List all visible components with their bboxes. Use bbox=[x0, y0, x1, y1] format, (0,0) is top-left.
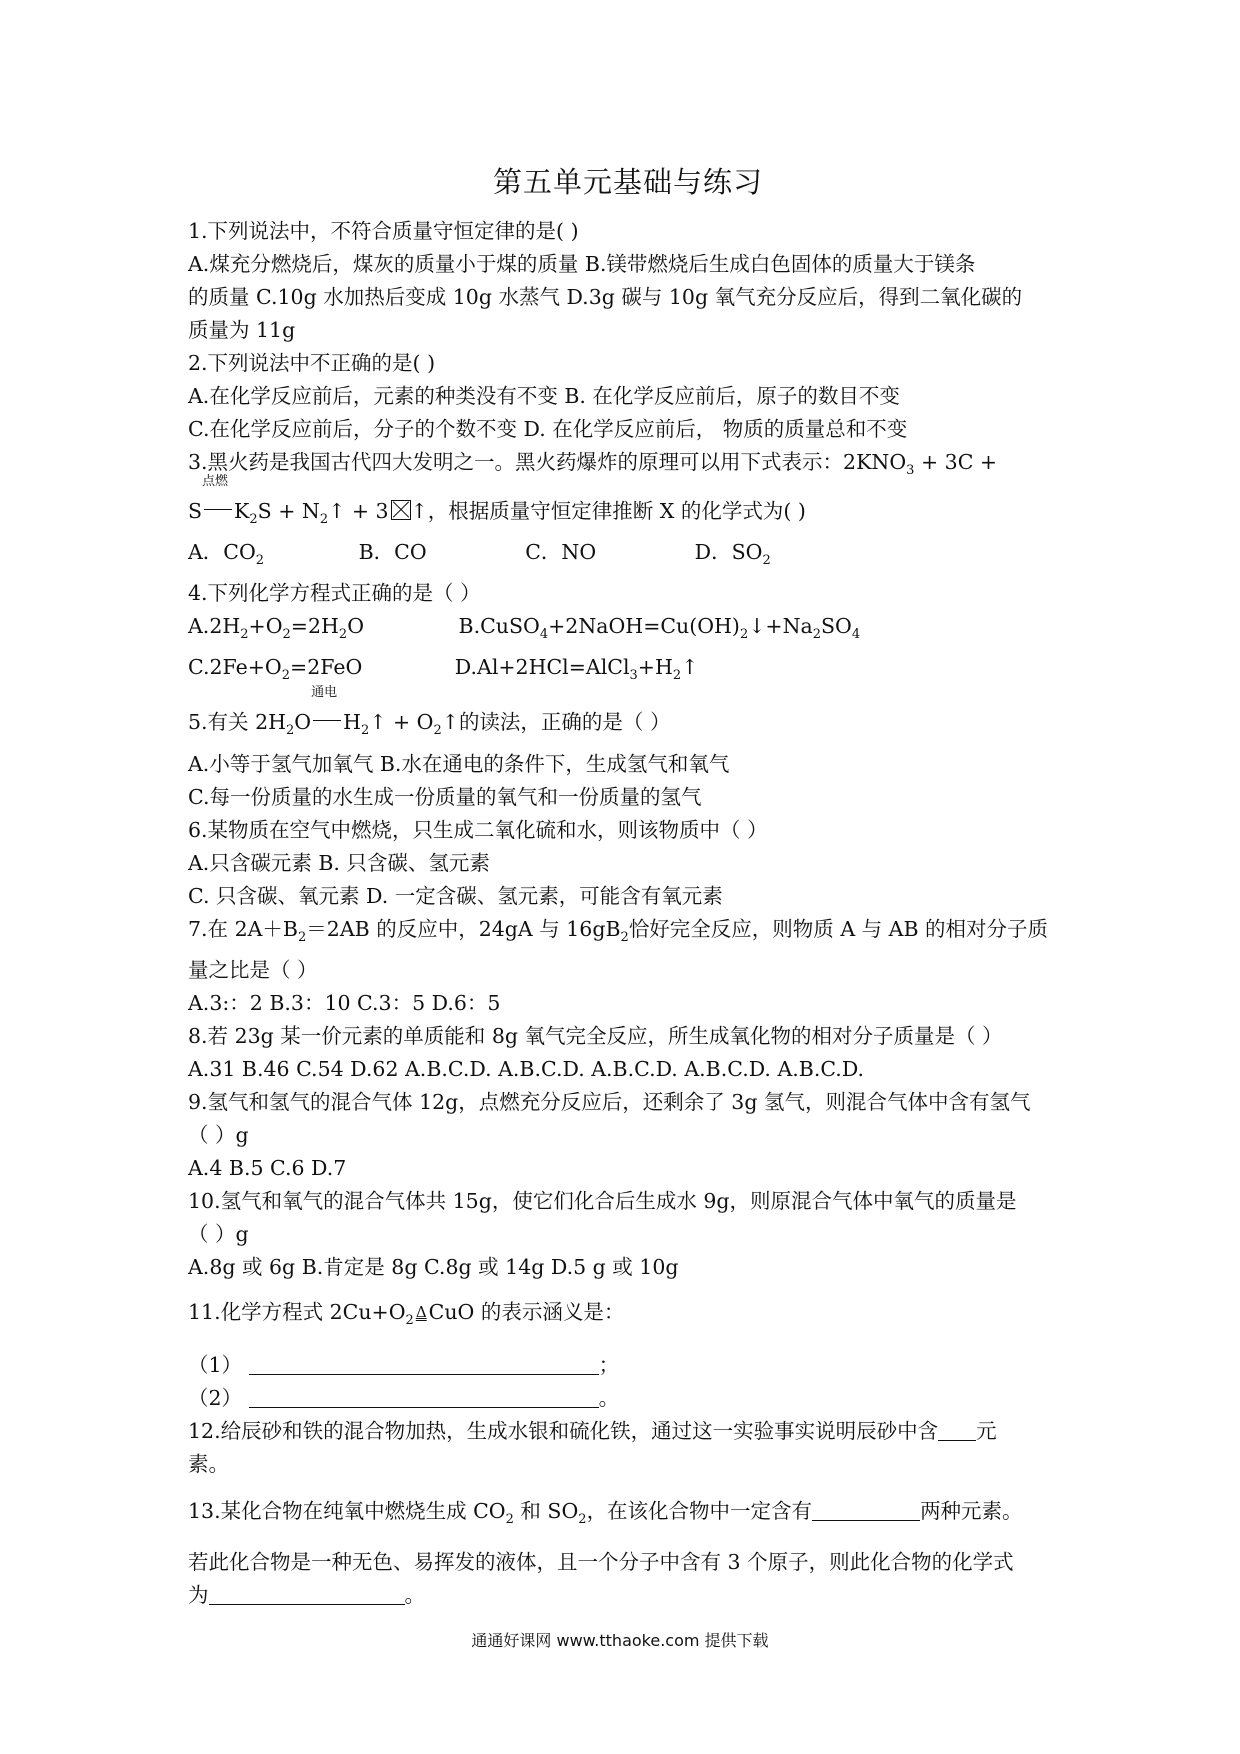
q3-stem-text: 3.黑火药是我国古代四大发明之一。黑火药爆炸的原理可以用下式表示：2KNO bbox=[188, 450, 907, 474]
q11-stem-pre: 11.化学方程式 2Cu+O bbox=[188, 1299, 406, 1324]
q5-option-c: C.每一份质量的水生成一份质量的氧气和一份质量的氢气 bbox=[188, 784, 702, 809]
q13-line3-label: 为 bbox=[188, 1582, 209, 1607]
q4-option-d: D.Al+2HCl=AlCl bbox=[454, 655, 630, 680]
q4-options-cd: $C.2Fe+O_2=2FeO$ $D.Al+2HCl=AlCl_3+H_2↑$ bbox=[188, 655, 699, 684]
q11-item2-end: 。 bbox=[598, 1385, 620, 1410]
q13-answer-blank-1[interactable] bbox=[812, 1498, 920, 1521]
q12-line1 bbox=[188, 1415, 1068, 1448]
q1-line2: 的质量 C.10g 水加热后变成 10g 水蒸气 D.3g 碳与 10g 氧气充分反应后，得到二氧化碳的 bbox=[188, 285, 1023, 309]
q7-stem-c: 恰好完全反应，则物质 A 与 AB 的相对分子质 bbox=[628, 916, 1049, 941]
q4-option-a: A.2H bbox=[188, 614, 241, 639]
q13-line2: 若此化合物是一种无色、易挥发的液体，且一个分子中含有 3 个原子，则此化合物的化学式 bbox=[188, 1549, 1014, 1574]
q3-option-c: C．NO bbox=[525, 540, 597, 565]
q11-stem: 11.化学方程式 $2Cu+O_2$ ΔCuO 的表示涵义是： bbox=[188, 1296, 1068, 1337]
q3-eq-question: ，根据质量守恒定律推断 X 的化学式为( ) bbox=[427, 499, 806, 524]
q4-option-c: C.2Fe+O bbox=[188, 655, 282, 680]
q1-stem: 1.下列说法中，不符合质量守恒定律的是( ) bbox=[188, 219, 579, 243]
q13-line3-end: 。 bbox=[404, 1582, 425, 1607]
q12-stem: 12.给辰砂和铁的混合物加热，生成水银和硫化铁，通过这一实验事实说明辰砂中含 bbox=[188, 1418, 939, 1443]
q10-options: A.8g 或 6g B.肯定是 8g C.8g 或 14g D.5 g 或 10g bbox=[188, 1254, 679, 1279]
q3-option-a: A．CO bbox=[188, 540, 256, 565]
q2-options-ab: A.在化学反应前后，元素的种类没有不变 B. 在化学反应前后，原子的数目不变 bbox=[188, 384, 900, 408]
q9-options: A.4 B.5 C.6 D.7 bbox=[188, 1155, 347, 1180]
q4-stem: 4.下列化学方程式正确的是（ ） bbox=[188, 581, 481, 606]
q12-answer-blank[interactable] bbox=[938, 1418, 976, 1441]
heat-delta-icon: Δ bbox=[415, 1302, 427, 1321]
unknown-x-box-icon bbox=[391, 500, 411, 520]
q11-item1-label: （1） bbox=[188, 1352, 243, 1377]
page-title: 第五单元基础与练习 bbox=[492, 165, 763, 199]
q2-options-cd: C.在化学反应前后，分子的个数不变 D. 在化学反应前后， 物质的质量总和不变 bbox=[188, 417, 908, 441]
q12-line2: 素。 bbox=[188, 1451, 229, 1476]
q13-line1: 13.某化合物在纯氧中燃烧生成 $CO_2$ 和 $SO_2$，在该化合物中一定含有 两种元素。 bbox=[188, 1498, 1023, 1527]
q7-line2: 量之比是（ ） bbox=[188, 957, 318, 982]
q7-stem-a: 7.在 2A＋B bbox=[188, 916, 298, 941]
q13-line3 bbox=[188, 1579, 1068, 1612]
condition-label: 点燃 bbox=[202, 474, 229, 490]
q13-stem-b: 和 SO bbox=[513, 1498, 579, 1523]
q5-stem: 5.有关 $2H_2O$ 通电 $H_2↑$ + $O_2↑$的读法，正确的是（ ） bbox=[188, 706, 1068, 747]
q3-option-b: B．CO bbox=[358, 540, 427, 565]
q11-answer-blank-1[interactable] bbox=[249, 1352, 599, 1375]
q3-equation: S 点燃 $K_2S$ + $N_2↑ + 3$ ↑，根据质量守恒定律推断 X 的化学式为( ) bbox=[188, 495, 1068, 536]
q3-options: A．$CO_2$ B．CO C．NO D．$SO_2$ bbox=[188, 540, 771, 569]
condition-label: 通电 bbox=[311, 685, 338, 701]
q11-stem-post: CuO 的表示涵义是： bbox=[428, 1299, 625, 1324]
q11-item1-end: ； bbox=[598, 1352, 620, 1377]
q13-stem-c: ，在该化合物中一定含有 bbox=[586, 1498, 813, 1523]
q3-stem-tail: + 3C + bbox=[914, 450, 998, 474]
worksheet bbox=[188, 160, 1068, 1612]
q13-answer-blank-2[interactable] bbox=[209, 1582, 405, 1605]
q13-stem-a: 13.某化合物在纯氧中燃烧生成 CO bbox=[188, 1498, 506, 1523]
q10-line2: （ ）g bbox=[188, 1221, 249, 1246]
q7-stem-b: ＝2AB 的反应中，24gA 与 16gB bbox=[306, 916, 621, 941]
q11-item2-label: （2） bbox=[188, 1385, 243, 1410]
q3-stem: 3.黑火药是我国古代四大发明之一。黑火药爆炸的原理可以用下式表示：$2KNO_3 + 3C$ + bbox=[188, 450, 998, 479]
q10-stem: 10.氢气和氧气的混合气体共 15g，使它们化合后生成水 9g，则原混合气体中氧气的质量是 bbox=[188, 1188, 1017, 1213]
q7-stem: 7.在 $2A+B_2=2AB$ 的反应中，24gA 与 $16gB_2$恰好完全反应，则物质 A 与 AB 的相对分子质 bbox=[188, 916, 1049, 945]
q11-answer-blank-2[interactable] bbox=[249, 1385, 599, 1408]
q4-options-ab: $A.2H_2+O_2=2H_2O$ $B.CuSO_4+2NaOH=Cu(OH)_2↓+Na_2SO_4$ bbox=[188, 614, 861, 643]
q6-stem: 6.某物质在空气中燃烧，只生成二氧化硫和水，则该物质中（ ） bbox=[188, 817, 768, 842]
q3-eq-s: S bbox=[188, 499, 203, 524]
q11-item2 bbox=[188, 1382, 1068, 1415]
q7-options: A.3:：2 B.3：10 C.3：5 D.6：5 bbox=[188, 990, 501, 1015]
q3-eq-k2s: K bbox=[234, 499, 250, 524]
q5-options-ab: A.小等于氢气加氧气 B.水在通电的条件下，生成氢气和氧气 bbox=[188, 751, 730, 776]
q5-stem-post: 的读法，正确的是（ ） bbox=[458, 710, 671, 735]
q6-options-cd: C. 只含碳、氧元素 D. 一定含碳、氢元素，可能含有氧元素 bbox=[188, 883, 723, 908]
q1-line1: A.煤充分燃烧后，煤灰的质量小于煤的质量 B.镁带燃烧后生成白色固体的质量大于镁条 bbox=[188, 252, 976, 276]
q9-stem: 9.氢气和氢气的混合气体 12g，点燃充分反应后，还剩余了 3g 氢气，则混合气体中含有氢气 bbox=[188, 1089, 1031, 1114]
q2-stem: 2.下列说法中不正确的是( ) bbox=[188, 351, 436, 375]
page-footer: 通通好课网 www.tthaoke.com 提供下载 bbox=[471, 1631, 769, 1650]
q3-option-d: D．SO bbox=[694, 540, 763, 565]
q11-item1 bbox=[188, 1349, 1068, 1382]
q9-line2: （ ）g bbox=[188, 1122, 249, 1147]
q12-line1-end: 元 bbox=[976, 1418, 997, 1443]
q13-line1-end: 两种元素。 bbox=[920, 1498, 1023, 1523]
q8-options: A.31 B.46 C.54 D.62 A.B.C.D. A.B.C.D. A.B.C.D. A.B.C.D. A.B.C.D. bbox=[188, 1056, 865, 1081]
q6-options-ab: A.只含碳元素 B. 只含碳、氢元素 bbox=[188, 850, 490, 875]
q5-stem-pre: 5.有关 2H bbox=[188, 710, 286, 735]
q4-option-b: B.CuSO bbox=[458, 614, 540, 639]
q1-line3: 质量为 11g bbox=[188, 318, 296, 342]
q8-stem: 8.若 23g 某一价元素的单质能和 8g 氧气完全反应，所生成氧化物的相对分子质量是（ ） bbox=[188, 1023, 1003, 1048]
